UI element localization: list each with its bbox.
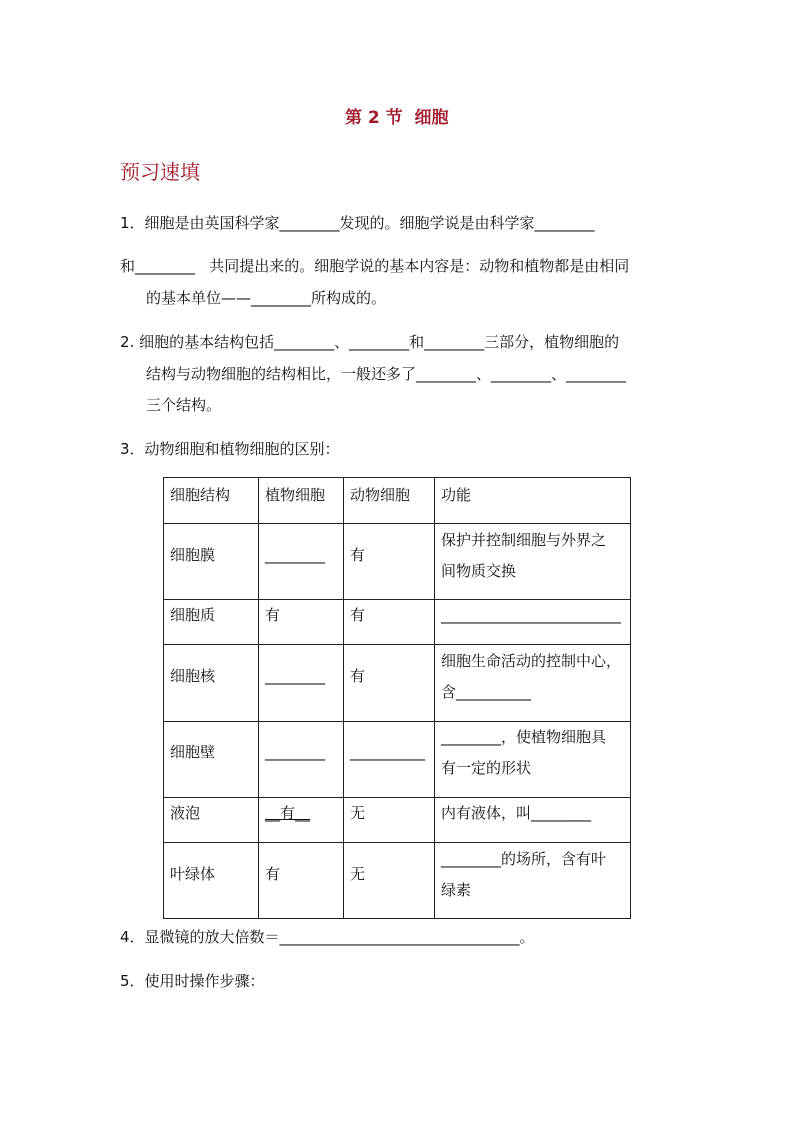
question-2-line-2: 结构与动物细胞的结构相比，一般还多了________、________、________ — [146, 365, 627, 383]
table-cell: 间物质交换 — [441, 562, 517, 580]
table-cell: 有 — [265, 865, 281, 883]
table-cell: 无 — [350, 865, 366, 883]
table-rule — [163, 918, 631, 919]
table-cell: ________ — [265, 546, 325, 564]
table-cell: 细胞生命活动的控制中心， — [441, 652, 622, 670]
question-1-line-1: 1．细胞是由英国科学家________发现的。细胞学说是由科学家________ — [120, 214, 595, 232]
page-title: 第 2 节 细胞 — [345, 108, 449, 128]
table-cell: 有 — [265, 606, 281, 624]
table-cell: ________的场所，含有叶 — [441, 850, 607, 868]
table-cell: 细胞壁 — [170, 743, 216, 761]
table-cell: 含__________ — [441, 683, 532, 701]
table-cell: 绿素 — [441, 881, 472, 899]
question-1-line-3: 的基本单位——________所构成的。 — [146, 289, 387, 307]
table-cell: 叶绿体 — [170, 865, 216, 883]
table-header: 动物细胞 — [350, 486, 411, 504]
table-cell: ________ — [265, 743, 325, 761]
table-cell: 细胞膜 — [170, 546, 216, 564]
table-rule — [258, 477, 259, 919]
question-5: 5．使用时操作步骤： — [120, 972, 265, 990]
table-rule — [630, 477, 631, 919]
table-cell: 有 — [350, 606, 366, 624]
table-cell: 液泡 — [170, 804, 201, 822]
table-header: 细胞结构 — [170, 486, 231, 504]
table-cell: 有 — [350, 667, 366, 685]
section-heading: 预习速填 — [120, 160, 200, 184]
question-1-line-2: 和________ 共同提出来的。细胞学说的基本内容是：动物和植物都是由相同 — [120, 257, 630, 275]
question-4: 4．显微镜的放大倍数＝________________________________。 — [120, 928, 535, 946]
table-cell: ________________________ — [441, 606, 621, 624]
table-rule — [163, 477, 164, 919]
table-header: 植物细胞 — [265, 486, 326, 504]
table-cell: 保护并控制细胞与外界之 — [441, 531, 607, 549]
table-rule — [163, 477, 631, 478]
table-rule — [343, 477, 344, 919]
table-cell: ________，使植物细胞具 — [441, 728, 607, 746]
table-cell: __有__ — [265, 804, 311, 822]
table-cell: 无 — [350, 804, 366, 822]
table-cell: 细胞质 — [170, 606, 216, 624]
table-cell: 细胞核 — [170, 667, 216, 685]
table-cell: 有一定的形状 — [441, 759, 532, 777]
table-header: 功能 — [441, 486, 472, 504]
table-cell: ________ — [265, 667, 325, 685]
table-rule — [163, 842, 631, 843]
question-2-line-1: 2. 细胞的基本结构包括________、________和________三部分，植物细胞的 — [120, 333, 620, 351]
table-rule — [163, 523, 631, 524]
table-rule — [434, 477, 435, 919]
question-3: 3．动物细胞和植物细胞的区别： — [120, 440, 340, 458]
table-cell: 有 — [350, 546, 366, 564]
question-2-line-3: 三个结构。 — [146, 396, 222, 414]
table-cell: 内有液体，叫________ — [441, 804, 592, 822]
table-cell: __________ — [350, 743, 425, 761]
table-rule — [163, 644, 631, 645]
